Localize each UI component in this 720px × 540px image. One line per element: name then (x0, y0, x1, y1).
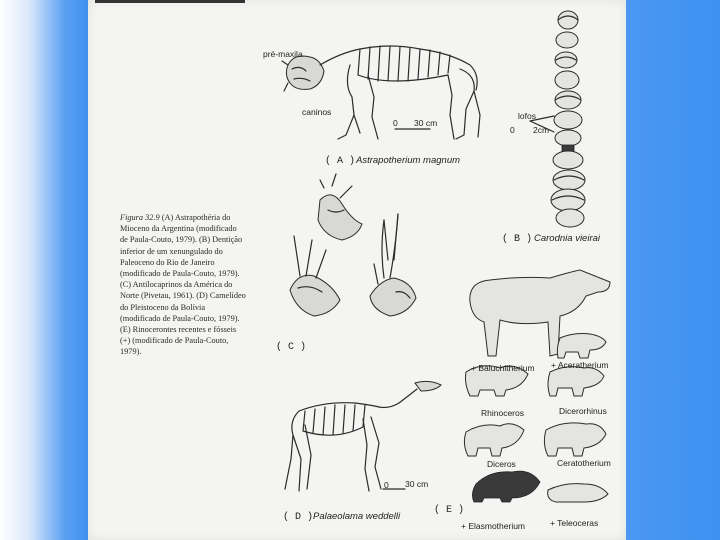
scale-zero-a: 0 (393, 118, 398, 128)
species-teleoceras: + Teleoceras (550, 518, 599, 528)
species-baluchitherium: + Baluchitherium (471, 363, 535, 373)
figure-caption (120, 212, 246, 358)
species-rhinoceros: Rhinoceros (481, 408, 524, 418)
figure-caption-body: (A) Astrapothéria do Mioceno da Argentina (modificado de Paula-Couto, 1979). (B) Dentição inferior de um xenungulado do Paleoceno do Rio de Janeiro (modificado de Paula-Couto, 1979). (C) Antilocaprinos da América do Norte (Pivetau, 1961). (D) Camelídeo do Pleistoceno da Bolívia (modificado de Paula-Couto, 1979). (E) Rinocerontes recentes e fósseis (+) (modificado de Paula-Couto, 1979). (120, 213, 246, 357)
scale-d: 30 cm (405, 479, 429, 489)
panel-b-name: Carodnia vieirai (534, 233, 601, 244)
panel-e-letter: ( E ) (434, 505, 465, 516)
label-lofos: lofos (518, 111, 536, 121)
species-diceros: Diceros (487, 459, 516, 469)
panel-a-name: Astrapotherium magnum (356, 155, 461, 166)
astrapotherium-skeleton-drawing (280, 35, 490, 150)
panel-a-letter: ( A ) (325, 156, 356, 167)
carodnia-dentition-drawing (540, 8, 600, 228)
panel-d-letter: ( D ) (283, 512, 314, 523)
scale-b: 2cm (533, 125, 550, 135)
label-caninos: caninos (302, 107, 332, 117)
species-aceratherium: + Aceratherium (551, 360, 609, 370)
scale-a: 30 cm (414, 118, 438, 128)
panel-d-name: Palaeolama weddelli (313, 511, 401, 522)
header-rule (95, 0, 245, 3)
species-dicerorhinus: Dicerorhinus (559, 406, 607, 416)
panel-b-letter: ( B ) (502, 234, 533, 245)
background-band (626, 0, 720, 540)
label-premaxila: pré-maxila (263, 49, 303, 59)
species-ceratotherium: Ceratotherium (557, 458, 611, 468)
scale-zero-b: 0 (510, 125, 515, 135)
scale-zero-d: 0 (384, 480, 389, 490)
species-elasmotherium: + Elasmotherium (461, 521, 526, 531)
panel-c-letter: ( C ) (276, 342, 307, 353)
antilocaprine-heads-drawing (280, 180, 460, 340)
figure-caption-title: Figura 32.9 (120, 213, 160, 222)
